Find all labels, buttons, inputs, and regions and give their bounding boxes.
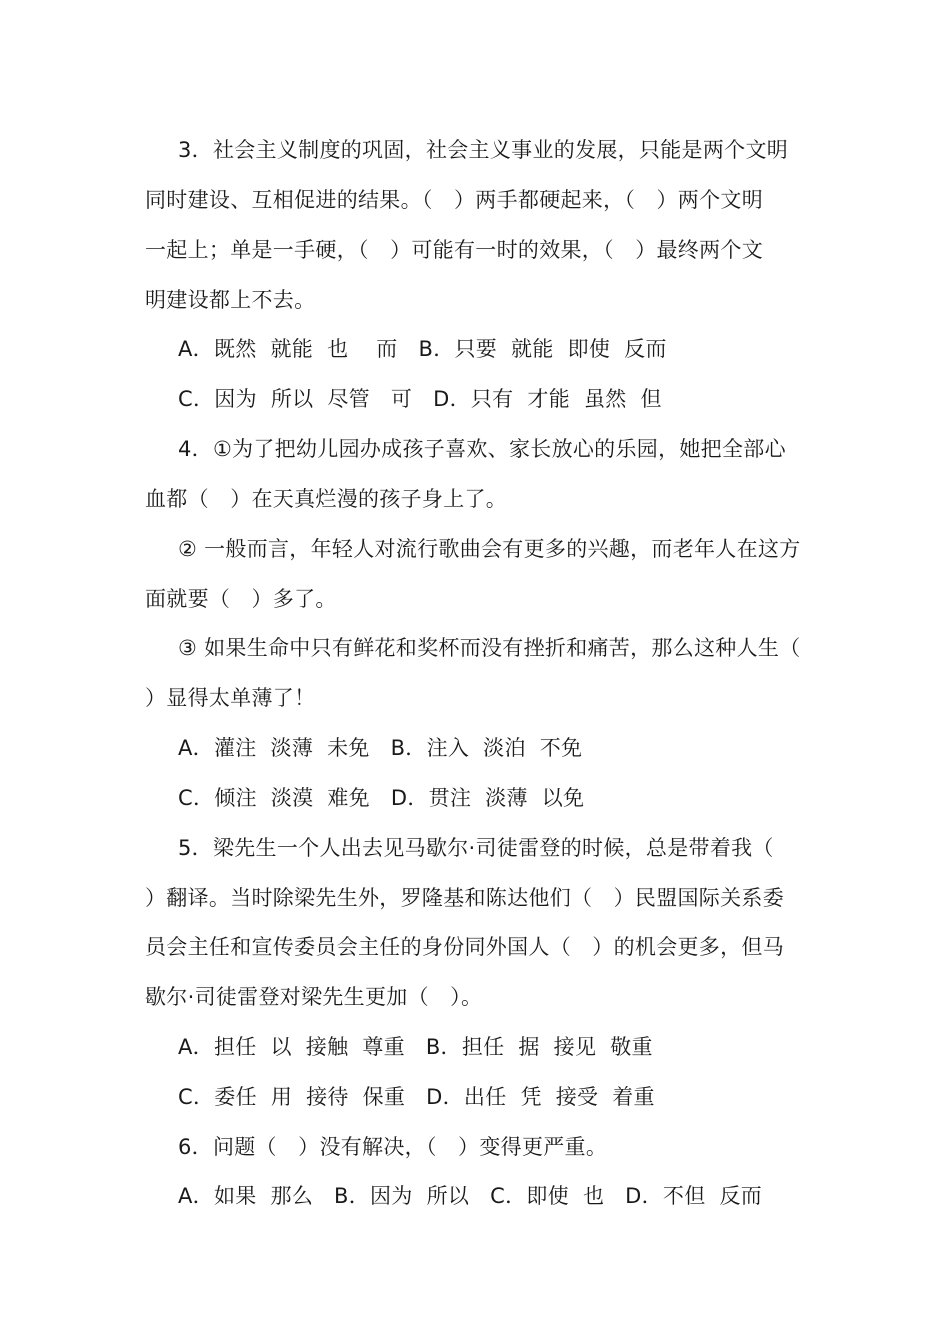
q4-options-cd: C．倾注 淡漠 难免 D．贯注 淡薄 以免 (178, 786, 585, 810)
q4-sentence-2-line-2: 面就要（ ）多了。 (145, 587, 337, 611)
q4-sentence-2-line-1: ② 一般而言，年轻人对流行歌曲会有更多的兴趣，而老年人在这方 (178, 537, 801, 561)
q5-stem-line-1: 5．梁先生一个人出去见马歇尔·司徒雷登的时候，总是带着我（ (178, 836, 774, 860)
q4-stem-line-2: 血都（ ）在天真烂漫的孩子身上了。 (145, 487, 508, 511)
q3-stem-line-1: 3．社会主义制度的巩固，社会主义事业的发展，只能是两个文明 (178, 138, 789, 162)
q5-stem-line-4: 歇尔·司徒雷登对梁先生更加（ ）。 (145, 985, 483, 1009)
q4-stem-line-1: 4．①为了把幼儿园办成孩子喜欢、家长放心的乐园，她把全部心 (178, 437, 786, 461)
q3-options-ab: A．既然 就能 也 而 B．只要 就能 即使 反而 (178, 337, 667, 361)
q6-stem: 6．问题（ ）没有解决，（ ）变得更严重。 (178, 1135, 608, 1159)
q6-options: A．如果 那么 B．因为 所以 C．即使 也 D．不但 反而 (178, 1184, 763, 1208)
q3-options-cd: C．因为 所以 尽管 可 D．只有 才能 虽然 但 (178, 387, 662, 411)
q5-stem-line-3: 员会主任和宣传委员会主任的身份同外国人（ ）的机会更多，但马 (145, 935, 784, 959)
q4-sentence-3-line-1: ③ 如果生命中只有鲜花和奖杯而没有挫折和痛苦，那么这种人生（ (178, 636, 801, 660)
q4-options-ab: A．灌注 淡薄 未免 B．注入 淡泊 不免 (178, 736, 583, 760)
q5-stem-line-2: ）翻译。当时除梁先生外，罗隆基和陈达他们（ ）民盟国际关系委 (145, 886, 784, 910)
q5-options-cd: C．委任 用 接待 保重 D．出任 凭 接受 着重 (178, 1085, 655, 1109)
q3-stem-line-3: 一起上；单是一手硬，（ ）可能有一时的效果，（ ）最终两个文 (145, 238, 763, 262)
q4-sentence-3-line-2: ）显得太单薄了！ (145, 686, 316, 710)
q3-stem-line-2: 同时建设、互相促进的结果。（ ）两手都硬起来，（ ）两个文明 (145, 188, 763, 212)
q5-options-ab: A．担任 以 接触 尊重 B．担任 据 接见 敬重 (178, 1035, 653, 1059)
q3-stem-line-4: 明建设都上不去。 (145, 288, 316, 312)
